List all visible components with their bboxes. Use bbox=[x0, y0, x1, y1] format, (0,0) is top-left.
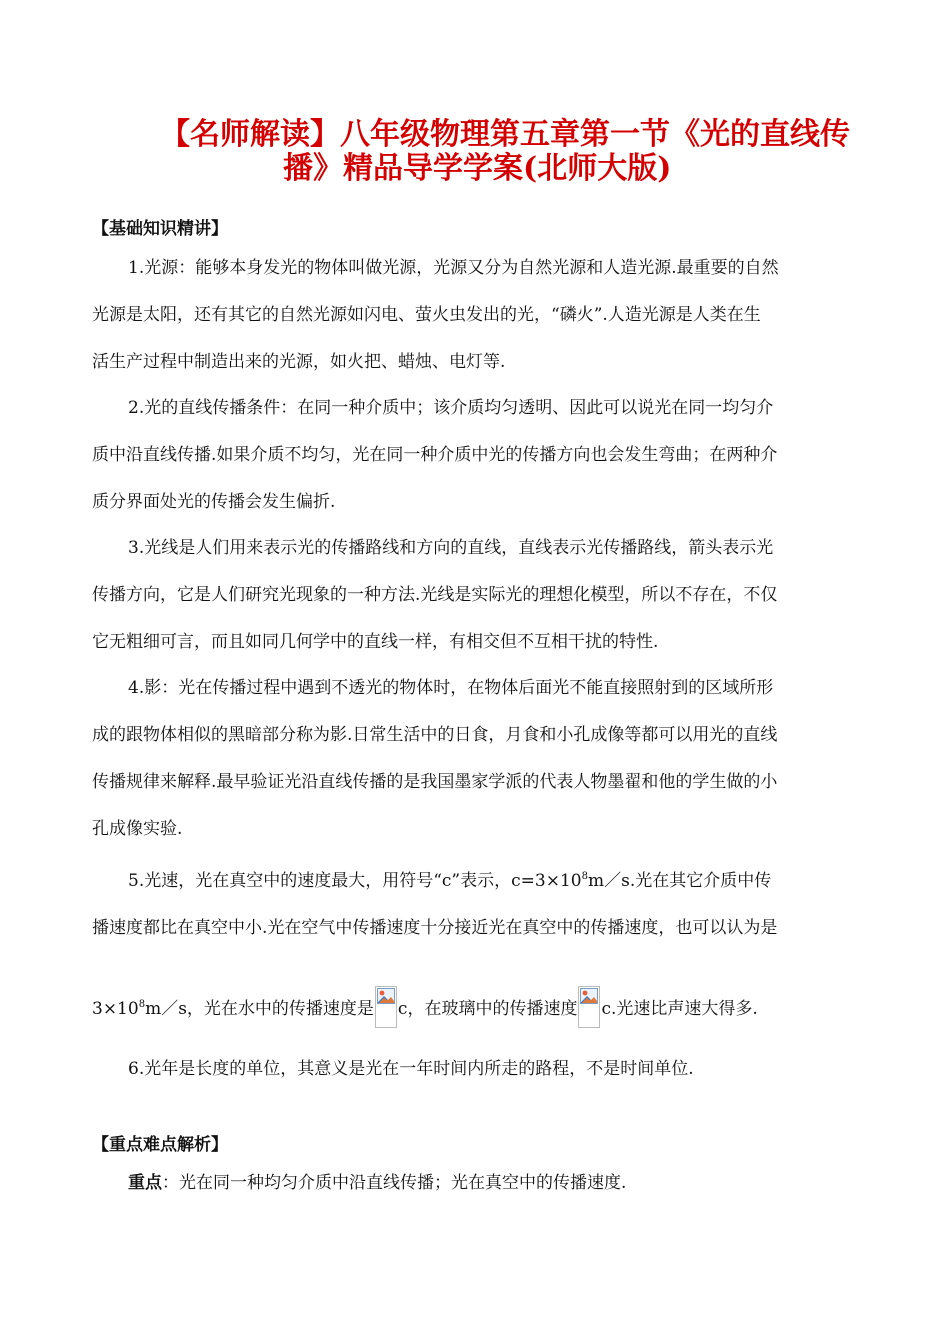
text-run: 3×10 bbox=[92, 999, 139, 1019]
paragraph-light-ray bbox=[92, 525, 862, 666]
document-title-line-1: 【名师解读】八年级物理第五章第一节《光的直线传 bbox=[160, 117, 850, 152]
paragraph-line: 4.影：光在传播过程中遇到不透光的物体时，在物体后面光不能直接照射到的区域所形 bbox=[128, 678, 774, 698]
paragraph-line: 3.光线是人们用来表示光的传播路线和方向的直线，直线表示光传播路线，箭头表示光 bbox=[128, 538, 774, 558]
paragraph-line: 质分界面处光的传播会发生偏折. bbox=[92, 492, 336, 512]
superscript: 8 bbox=[138, 999, 146, 1010]
paragraph-line bbox=[92, 858, 862, 905]
paragraph-line bbox=[92, 1160, 862, 1207]
paragraph-line: 光源是太阳，还有其它的自然光源如闪电、萤火虫发出的光，“磷火”.人造光源是人类在生 bbox=[92, 305, 761, 325]
broken-image-icon bbox=[375, 986, 397, 1028]
key-point-label: 重点 bbox=[128, 1173, 162, 1193]
text-run: c，在玻璃中的传播速度 bbox=[397, 999, 578, 1019]
paragraph-light-year bbox=[92, 1046, 862, 1093]
paragraph-line: 它无粗细可言，而且如同几何学中的直线一样，有相交但不互相干扰的特性. bbox=[92, 632, 659, 652]
paragraph-shadow bbox=[92, 665, 862, 853]
paragraph-light-source bbox=[92, 245, 862, 386]
text-run: m／s.光在其它介质中传 bbox=[587, 871, 772, 891]
paragraph-key-point bbox=[92, 1160, 862, 1207]
paragraph-line: 传播规律来解释.最早验证光沿直线传播的是我国墨家学派的代表人物墨翟和他的学生做的小 bbox=[92, 772, 778, 792]
paragraph-line: 传播方向，它是人们研究光现象的一种方法.光线是实际光的理想化模型，所以不存在，不仅 bbox=[92, 585, 778, 605]
paragraph-line: 播速度都比在真空中小.光在空气中传播速度十分接近光在真空中的传播速度，也可以认为是 bbox=[92, 918, 778, 938]
paragraph-line: 成的跟物体相似的黑暗部分称为影.日常生活中的日食，月食和小孔成像等都可以用光的直线 bbox=[92, 725, 778, 745]
paragraph-line: 2.光的直线传播条件：在同一种介质中；该介质均匀透明、因此可以说光在同一均匀介 bbox=[128, 398, 774, 418]
document-title-line-2: 播》精品导学学案(北师大版) bbox=[283, 151, 672, 186]
broken-image-icon bbox=[578, 986, 600, 1028]
superscript: 8 bbox=[581, 871, 588, 882]
paragraph-line: 1.光源：能够本身发光的物体叫做光源，光源又分为自然光源和人造光源.最重要的自然 bbox=[128, 258, 779, 278]
paragraph-line bbox=[92, 986, 862, 1033]
paragraph-speed-of-light bbox=[92, 858, 862, 1033]
section-heading-basics: 【基础知识精讲】 bbox=[92, 219, 228, 239]
text-run: ：光在同一种均匀介质中沿直线传播；光在真空中的传播速度. bbox=[162, 1173, 627, 1193]
paragraph-line: 6.光年是长度的单位，其意义是光在一年时间内所走的路程，不是时间单位. bbox=[128, 1059, 694, 1079]
paragraph-line: 质中沿直线传播.如果介质不均匀，光在同一种介质中光的传播方向也会发生弯曲；在两种介 bbox=[92, 445, 778, 465]
paragraph-line: 活生产过程中制造出来的光源，如火把、蜡烛、电灯等. bbox=[92, 352, 506, 372]
text-run: 5.光速，光在真空中的速度最大，用符号“c”表示，c=3×10 bbox=[128, 871, 582, 891]
section-heading-key-points: 【重点难点解析】 bbox=[92, 1135, 228, 1155]
text-run: m／s，光在水中的传播速度是 bbox=[145, 999, 374, 1019]
text-run: c.光速比声速大得多. bbox=[601, 999, 758, 1019]
paragraph-linear-propagation bbox=[92, 385, 862, 526]
paragraph-line: 孔成像实验. bbox=[92, 819, 183, 839]
